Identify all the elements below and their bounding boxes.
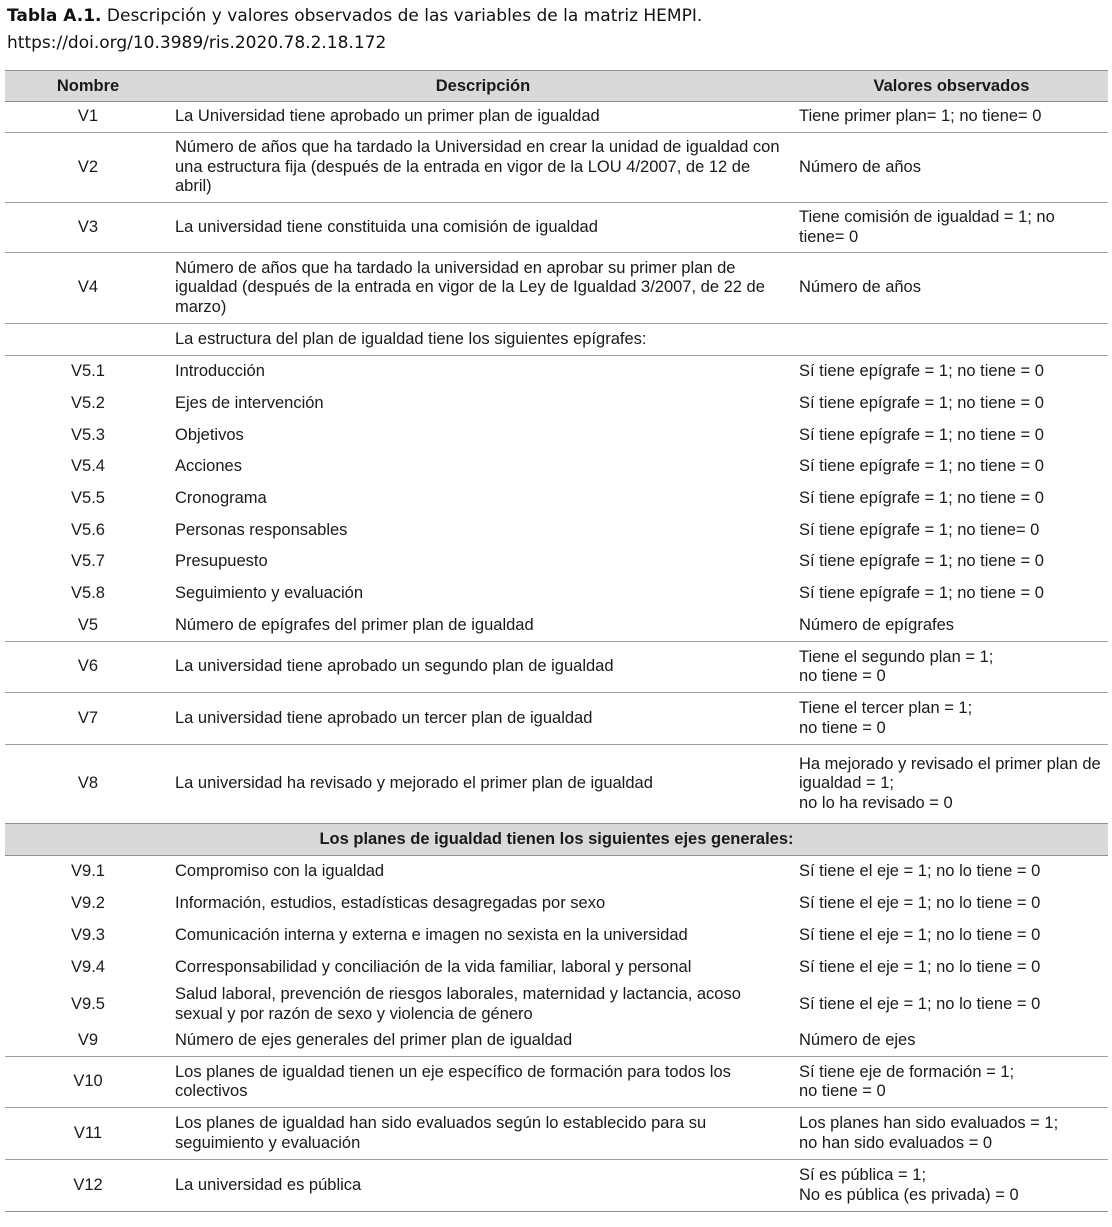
variable-name-cell: V5.4 <box>71 457 105 476</box>
values-cell: Tiene el segundo plan = 1; no tiene = 0 <box>795 642 1108 693</box>
description-cell: Cronograma <box>175 488 267 507</box>
table-row <box>5 745 1108 824</box>
values-cell: Sí tiene el eje = 1; no lo tiene = 0 <box>799 994 1041 1013</box>
description-cell: La universidad ha revisado y mejorado el primer plan de igualdad <box>175 774 653 793</box>
values-cell: Sí tiene el eje = 1; no lo tiene = 0 <box>799 862 1041 880</box>
values-cell: Sí tiene el eje = 1; no lo tiene = 0 <box>799 957 1041 976</box>
description-cell: Los planes de igualdad han sido evaluados según lo establecido para su seguimiento y evaluación <box>171 1108 795 1160</box>
description-cell: Información, estudios, estadísticas desagregadas por sexo <box>175 893 606 912</box>
table-row <box>5 203 1108 253</box>
caption-line-1 <box>7 3 702 30</box>
table-row <box>5 324 1108 356</box>
header-name: Nombre <box>5 71 171 102</box>
table-row <box>5 952 1108 984</box>
description-cell: La universidad tiene constituida una comisión de igualdad <box>171 203 795 253</box>
header-row <box>5 71 1108 102</box>
header-description: Descripción <box>171 71 795 102</box>
table-row <box>5 693 1108 745</box>
variable-name-cell: V6 <box>5 642 171 693</box>
variable-name-cell: V1 <box>5 102 171 133</box>
variable-name-cell: V9.1 <box>71 862 105 880</box>
section-title: Los planes de igualdad tienen los siguientes ejes generales: <box>5 824 1108 856</box>
table-row <box>5 547 1108 578</box>
variable-name-cell: V5.3 <box>71 425 105 444</box>
variable-name-cell: V9.4 <box>71 957 105 976</box>
variable-name-cell: V5.2 <box>71 393 105 412</box>
variable-name-cell: V5.7 <box>71 552 105 571</box>
variable-name-cell: V4 <box>5 253 171 324</box>
variable-name-cell: V9.5 <box>71 994 105 1013</box>
values-cell: Sí tiene epígrafe = 1; no tiene = 0 <box>799 362 1044 380</box>
table-row <box>5 1026 1108 1057</box>
values-cell: Número de ejes <box>795 1026 1108 1057</box>
values-cell: Número de epígrafes <box>795 610 1108 642</box>
values-cell: Número de años <box>795 133 1108 203</box>
variable-name-cell: V8 <box>77 774 99 793</box>
description-cell: Ejes de intervención <box>175 393 324 412</box>
variable-name-cell: V7 <box>5 693 171 745</box>
description-cell: Comunicación interna y externa e imagen no sexista en la universidad <box>175 925 688 944</box>
description-cell: Introducción <box>175 362 265 380</box>
values-cell: Sí tiene epígrafe = 1; no tiene = 0 <box>799 583 1044 602</box>
variable-name-cell: V10 <box>5 1057 171 1108</box>
description-cell: Objetivos <box>175 425 244 444</box>
variable-name-cell: V12 <box>5 1160 171 1212</box>
table-row <box>5 1108 1108 1160</box>
values-cell: Tiene primer plan= 1; no tiene= 0 <box>795 102 1108 133</box>
table-row <box>5 1057 1108 1108</box>
table-row <box>5 515 1108 547</box>
values-cell: Sí tiene eje de formación = 1; no tiene = 0 <box>795 1057 1108 1108</box>
table-row <box>5 1160 1108 1212</box>
description-cell: Presupuesto <box>175 552 268 571</box>
values-cell: Número de años <box>795 253 1108 324</box>
description-cell: Número de años que ha tardado la universidad en aprobar su primer plan de igualdad (después de la entrada en vigor de la Ley de Igualdad 3/2007, de 22 de marzo) <box>171 253 795 324</box>
values-cell: Sí tiene el eje = 1; no lo tiene = 0 <box>799 925 1041 944</box>
description-cell: Acciones <box>175 457 242 476</box>
section-row <box>5 824 1108 856</box>
table-row <box>5 388 1108 420</box>
description-cell: Corresponsabilidad y conciliación de la vida familiar, laboral y personal <box>175 957 692 976</box>
table-row <box>5 984 1108 1026</box>
variable-name-cell: V9.3 <box>71 925 105 944</box>
variable-name-cell: V5.6 <box>71 520 105 539</box>
table-row <box>5 578 1108 610</box>
values-cell: Tiene comisión de igualdad = 1; no tiene= 0 <box>795 203 1108 253</box>
table-row <box>5 452 1108 483</box>
description-cell: Número de epígrafes del primer plan de igualdad <box>171 610 795 642</box>
table-caption <box>7 3 702 57</box>
description-cell: La universidad es pública <box>171 1160 795 1212</box>
variable-name-cell: V5.5 <box>71 488 105 507</box>
table-row <box>5 102 1108 133</box>
variable-name-cell: V9.2 <box>71 893 105 912</box>
table-row <box>5 856 1108 888</box>
description-cell: Número de ejes generales del primer plan de igualdad <box>171 1026 795 1057</box>
caption-label: Tabla A.1. <box>7 6 102 26</box>
description-cell: Salud laboral, prevención de riesgos laborales, maternidad y lactancia, acoso sexual y por razón de sexo y violencia de género <box>175 985 741 1023</box>
variable-name-cell: V11 <box>5 1108 171 1160</box>
description-cell: Número de años que ha tardado la Universidad en crear la unidad de igualdad con una estructura fija (después de la entrada en vigor de la LOU 4/2007, de 12 de abril) <box>171 133 795 203</box>
values-cell: Sí es pública = 1; No es pública (es privada) = 0 <box>795 1160 1108 1212</box>
values-cell: Sí tiene epígrafe = 1; no tiene = 0 <box>799 552 1044 571</box>
variable-name-cell: V3 <box>5 203 171 253</box>
values-cell: Sí tiene epígrafe = 1; no tiene= 0 <box>799 520 1040 539</box>
description-cell: La estructura del plan de igualdad tiene los siguientes epígrafes: <box>171 324 795 356</box>
table-row <box>5 483 1108 515</box>
caption-doi: https://doi.org/10.3989/ris.2020.78.2.18.172 <box>7 33 387 53</box>
description-cell: Seguimiento y evaluación <box>175 583 364 602</box>
values-cell: Tiene el tercer plan = 1; no tiene = 0 <box>795 693 1108 745</box>
description-cell: Los planes de igualdad tienen un eje específico de formación para todos los colectivos <box>171 1057 795 1108</box>
variable-name-cell: V5.8 <box>71 583 105 602</box>
values-cell: Ha mejorado y revisado el primer plan de igualdad = 1; no lo ha revisado = 0 <box>799 754 1101 812</box>
header-values: Valores observados <box>795 71 1108 102</box>
table-body <box>5 102 1108 1212</box>
table-row <box>5 888 1108 920</box>
description-cell: La universidad tiene aprobado un segundo plan de igualdad <box>171 642 795 693</box>
values-cell: Los planes han sido evaluados = 1; no han sido evaluados = 0 <box>795 1108 1108 1160</box>
values-cell: Sí tiene el eje = 1; no lo tiene = 0 <box>799 893 1041 912</box>
values-cell <box>795 324 1108 356</box>
description-cell: Compromiso con la igualdad <box>175 862 385 880</box>
table-row <box>5 642 1108 693</box>
table-row <box>5 356 1108 388</box>
table-row <box>5 253 1108 324</box>
variable-name-cell: V5.1 <box>71 362 105 380</box>
description-cell: La universidad tiene aprobado un tercer plan de igualdad <box>171 693 795 745</box>
variable-name-cell: V9 <box>5 1026 171 1057</box>
variable-name-cell: V2 <box>5 133 171 203</box>
values-cell: Sí tiene epígrafe = 1; no tiene = 0 <box>799 425 1044 444</box>
variable-name-cell: V5 <box>5 610 171 642</box>
values-cell: Sí tiene epígrafe = 1; no tiene = 0 <box>799 488 1044 507</box>
table-row <box>5 920 1108 952</box>
description-cell: Personas responsables <box>175 520 348 539</box>
values-cell: Sí tiene epígrafe = 1; no tiene = 0 <box>799 457 1044 476</box>
description-cell: La Universidad tiene aprobado un primer plan de igualdad <box>171 102 795 133</box>
table-row <box>5 610 1108 642</box>
table-row <box>5 420 1108 452</box>
variable-name-cell <box>5 324 171 356</box>
values-cell: Sí tiene epígrafe = 1; no tiene = 0 <box>799 393 1044 412</box>
variables-table <box>5 70 1108 1212</box>
caption-title: Descripción y valores observados de las variables de la matriz HEMPI. <box>101 6 703 26</box>
table-row <box>5 133 1108 203</box>
